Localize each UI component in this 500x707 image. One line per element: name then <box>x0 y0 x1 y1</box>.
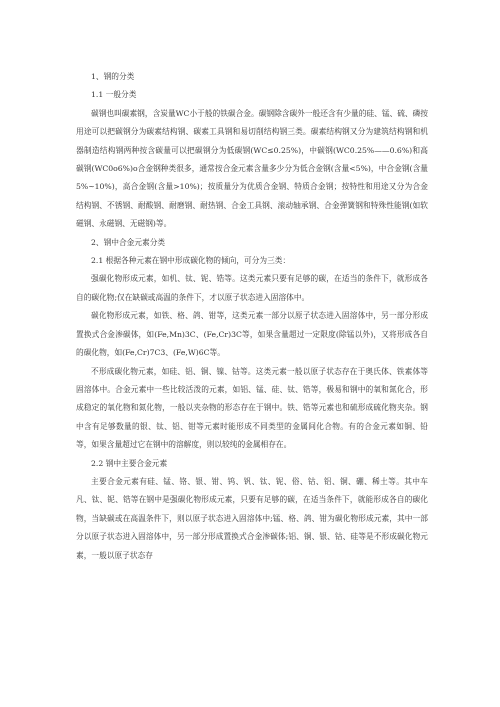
paragraph-main-alloy-elements: 主要合金元素有硅、锰、铬、银、钳、钨、钒、钛、铌、俗、钴、铝、铜、硼、稀土等。其中车凡、钛、铌、锆等在钢中是强碳化物形成元素，只要有足够的碳，在适当条件下，就能形成各自的碳化物，当缺碳或在高温条件下，则以原子状态进入固溶体中;锰、格、鸽、钳为碳化物形成元素，其中一部分以原子状态进入固溶体中，另一部分形成置换式合金渗碳体;铝、铜、银、钴、硅等是不形成碳化物元素，一般以原子状态存 <box>76 476 428 560</box>
document-body <box>76 68 428 565</box>
paragraph-carbide-formers: 碳化物形成元素，如铁、格、鸽、钳等，这类元素一部分以原子状态进入固溶体中，另一部分形成置换式合金渗碳体，如(Fe,Mn)3C、(Fe,Cr)3C等，如果含量超过一定限度(除锰以外)，又将形成各自的碳化物，如(Fe,Cr)7C3、(Fe,W)6C等。 <box>76 311 428 358</box>
section-heading-alloy-elements: 2、钢中合金元素分类 <box>91 237 166 247</box>
subsection-heading-general-classification: 1.1 一般分类 <box>91 90 137 100</box>
paragraph-carbon-steel: 碳钢也叫碳素钢，含炭量WC小于般的铁碳合金。碳钢除含碳外一般还含有少量的硅、锰、硫、磷按用途可以把碳钢分为碳素结构钢、碳素工具钢和易切削结构钢三类。碳素结构钢又分为建筑结构钢和机器制造结构钢两种按含碳量可以把碳钢分为低碳钢(WC≤0.25%)，中碳钢(WC0.25%——0.6%)和高碳钢(WC0o6%)o合金钢种类很多，通常按合金元素含量多少分为低合金钢(含量<5%)，中合金钢(含量5%~10%)，高合金钢(含量>10%)；按质量分为优质合金钢、特质合金钢；按特性和用途又分为合金结构钢、不锈钢、耐酸钢、耐磨钢、耐热钢、合金工具钢、滚动轴承钢、合金弹簧钢和特殊性能钢(如软磁钢、永磁钢、无磁钢)等。 <box>76 108 428 229</box>
subsection-heading-main-alloy-elements: 2.2 钢中主要合金元素 <box>91 458 168 468</box>
section-heading-steel-classification: 1、钢的分类 <box>91 72 135 81</box>
subsection-heading-carbide-tendency: 2.1 根据各种元素在钢中形成碳化物的倾向，可分为三类： <box>91 256 291 266</box>
paragraph-strong-carbide-formers: 强碳化物形成元素，如机、钛、铌、锆等。这类元素只要有足够的碳，在适当的条件下，就形成各自的碳化物;仅在缺碳或高温的条件下，才以原子状态进入固溶体中。 <box>76 274 428 302</box>
paragraph-non-carbide-formers: 不形成碳化物元素，如硅、铝、铜、镍、钴等。这类元素一般以原子状态存在于奥氏体、铁素体等固溶体中。合金元素中一些比较活泼的元素，如铝、锰、硅、钛、锆等，极易和钢中的氧和氮化合，形成稳定的氧化物和氮化物，一般以夹杂物的形态存在于钢中。铁、锆等元素也和硫形成硫化物夹杂。钢中含有足够数量的银、钛、铝、钳等元素时能形成不同类型的金属间化合物。有的合金元素如铜、铅等，如果含量超过它在钢中的溶解度，则以较纯的金属相存在。 <box>76 366 428 450</box>
